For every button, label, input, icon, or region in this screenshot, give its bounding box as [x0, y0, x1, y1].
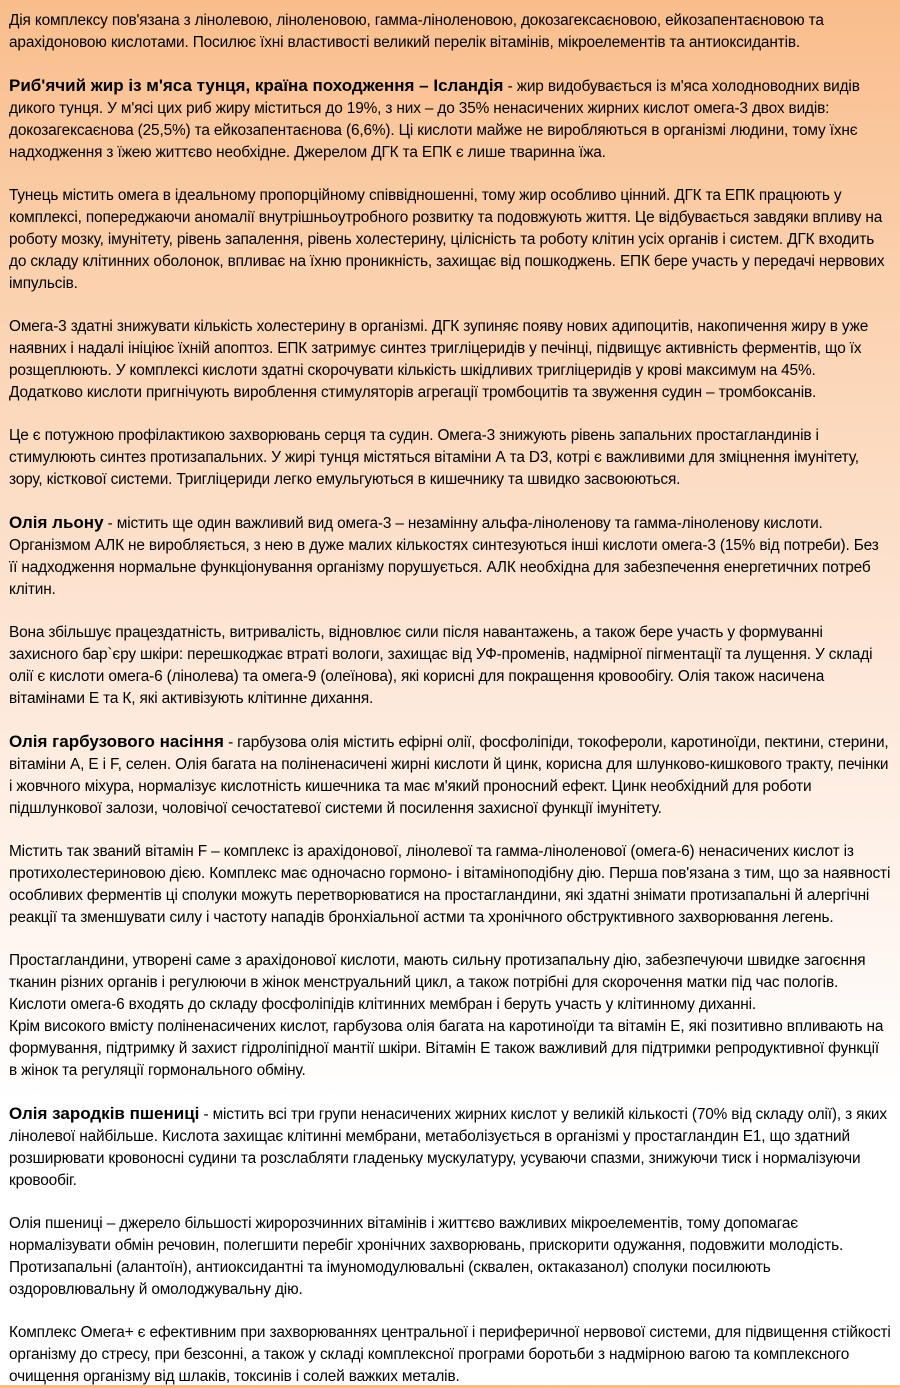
section-heading-flax-oil: Олія льону — [9, 513, 104, 532]
paragraph-text: Омега-3 здатні знижувати кількість холестерину в організмі. ДГК зупиняє появу нових адипоцитів, накопичення жиру в уже наявних і надалі ініціює їхній апоптоз. ЕПК затримує синтез тригліцеридів у печінці, підвищує активність ферментів, що їх розщеплюють. У комплексі кислоти здатні скорочувати кількість шкідливих тригліцеридів у крові максимум на 45%. Додатково кислоти пригнічують вироблення стимуляторів агрегації тромбоцитів та звуження судин – тромбоксанів. — [9, 318, 869, 401]
paragraph-text: Тунець містить омега в ідеальному пропорційному співвідношенні, тому жир особливо цінний. ДГК та ЕПК працюють у комплексі, попереджаючи аномалії внутрішньоутробного розвитку та подовжують життя. Це відбувається завдяки впливу на роботу мозку, імунітету, рівень запалення, рівень холестерину, цілісність та роботу клітин усіх органів і систем. ДГК входить до складу клітинних оболонок, впливає на їхню проникність, захищає від пошкоджень. ЕПК бере участь у передачі нервових імпульсів. — [9, 187, 885, 292]
paragraph-wheat-germ-oil — [9, 1103, 891, 1192]
paragraph-complex-summary — [9, 1322, 891, 1388]
paragraph-flax-effects — [9, 622, 891, 710]
paragraph-text: - жир видобувається із м'яса холодноводних видів дикого тунця. У м'ясі цих риб жиру міститься до 19%, з них – до 35% ненасичених жирних кислот омега-3 двох видів: докозагексаєнова (25,5%) та ейкозапентаєнова (6,6%). Ці кислоти майже не виробляються в організмі людини, тому їхнє надходження з їжею життєво необхідне. Джерелом ДГК та ЕПК є лише тваринна їжа. — [9, 78, 860, 161]
paragraph-vitamin-f — [9, 841, 891, 929]
paragraph-pumpkin-oil — [9, 731, 891, 820]
paragraph-text: - містить всі три групи ненасичених жирних кислот у великій кількості (70% від складу олії), з яких лінолевої найбільше. Кислота захищає клітинні мембрани, метаболізується в організмі у простагландин Е1, що здатний розширювати кровоносні судини та розслабляти гладеньку мускулатуру, усуваючи спазми, знижуючи тиск і нормалізуючи кровообіг. — [9, 1106, 887, 1189]
section-heading-pumpkin-oil: Олія гарбузового насіння — [9, 732, 224, 751]
paragraph-text: Простагландини, утворені саме з арахідонової кислоти, мають сильну протизапальну дію, забезпечуючи швидке загоєння тканин різних органів і регулюючи в жінок менструальний цикл, а також потрібні для скорочення матки під час пологів. Кислоти омега-6 входять до складу фосфоліпідів клітинних мембран і беруть участь у клітинному диханні. Крім високого вмісту поліненасичених кислот, гарбузова олія багата на каротиноїди та вітамін Е, які позитивно впливають на формування, підтримку й захист гідроліпідної мантії шкіри. Вітамін Е також важливий для підтримки репродуктивної функції в жінок та регуляції гормонального обміну. — [9, 952, 884, 1079]
paragraph-text: Вона збільшує працездатність, витривалість, відновлює сили після навантажень, а також бере участь у формуванні захисного бар`єру шкіри: перешкоджає втраті вологи, захищає від УФ-променів, надмірної пігментації та лущення. У складі олії є кислоти омега-6 (лінолева) та омега-9 (олеїнова), які корисні для покращення кровообігу. Олія також насичена вітамінами Е та К, які активізують клітинне дихання. — [9, 624, 873, 707]
paragraph-tuna-oil — [9, 75, 891, 164]
paragraph-text: Містить так званий вітамін F – комплекс із арахідонової, лінолевої та гамма-ліноленової (омега-6) ненасичених кислот із протихолестериновою дією. Комплекс має одночасно гормоно- і вітаміноподібну дію. Перша пов'язана з тим, що за наявності особливих ферментів ці сполуки можуть перетворюватися на простагландини, які здатні знімати протизапальні й алергічні реакції та зменшувати силу і частоту нападів бронхіальної астми та хронічного обструктивного захворювання легень. — [9, 843, 891, 926]
paragraph-omega3-cholesterol — [9, 316, 891, 404]
paragraph-wheat-vitamins — [9, 1213, 891, 1301]
paragraph-text: Дія комплексу пов'язана з лінолевою, ліноленовою, гамма-ліноленовою, докозагексаєновою, ейкозапентаєновою та арахідоновою кислотами. Посилює їхні властивості великий перелік вітамінів, мікроелементів та антиоксидантів. — [9, 12, 824, 51]
paragraph-heart-prevention — [9, 425, 891, 491]
paragraph-prostaglandins — [9, 950, 891, 1082]
section-heading-tuna-oil: Риб'ячий жир із м'яса тунця, країна походження – Ісландія — [9, 76, 504, 95]
paragraph-text: Олія пшениці – джерело більшості жиророзчинних вітамінів і життєво важливих мікроелементів, тому допомагає нормалізувати обмін речовин, полегшити перебіг хронічних захворювань, прискорити одужання, подовжити молодість. Протизапальні (алантоїн), антиоксидантні та імуномодулювальні (сквален, октаказанол) сполуки посилюють оздоровлювальну й омолоджувальну дію. — [9, 1215, 844, 1298]
paragraph-text: - містить ще один важливий вид омега-3 – незамінну альфа-ліноленову та гамма-ліноленову кислоти. Організмом АЛК не виробляється, з нею в дуже малих кількостях синтезуються інші кислоти омега-3 (15% від потреби). Без її надходження нормальне функціонування організму порушується. АЛК необхідна для забезпечення енергетичних потреб клітин. — [9, 515, 879, 598]
paragraph-text: Це є потужною профілактикою захворювань серця та судин. Омега-3 знижують рівень запальних простагландинів і стимулюють синтез протизапальних. У жирі тунця містяться вітаміни А та D3, котрі є важливими для зміцнення імунітету, зору, кісткової системи. Тригліцериди легко емульгуються в кишечнику та швидко засвоюються. — [9, 427, 859, 488]
paragraph-text: Комплекс Омега+ є ефективним при захворюваннях центральної і периферичної нервової системи, для підвищення стійкості організму до стресу, при безсонні, а також у складі комплексної програми боротьби з надмірною вагою та комплексного очищення організму від шлаків, токсинів і солей важких металів. — [9, 1324, 891, 1385]
section-heading-wheat-germ-oil: Олія зародків пшениці — [9, 1104, 200, 1123]
paragraph-flax-oil — [9, 512, 891, 601]
paragraph-tuna-omega-ratio — [9, 185, 891, 295]
paragraph-text: - гарбузова олія містить ефірні олії, фосфоліпіди, токофероли, каротиноїди, пектини, стерини, вітаміни А, Е і F, селен. Олія багата на поліненасичені жирні кислоти й цинк, корисна для шлунково-кишкового тракту, печінки і жовчного міхура, нормалізує кислотність кишечника та має м'який проносний ефект. Цинк необхідний для роботи підшлункової залози, чоловічої сечостатевої системи й посилення захисної функції імунітету. — [9, 734, 889, 817]
paragraph-intro — [9, 10, 891, 54]
